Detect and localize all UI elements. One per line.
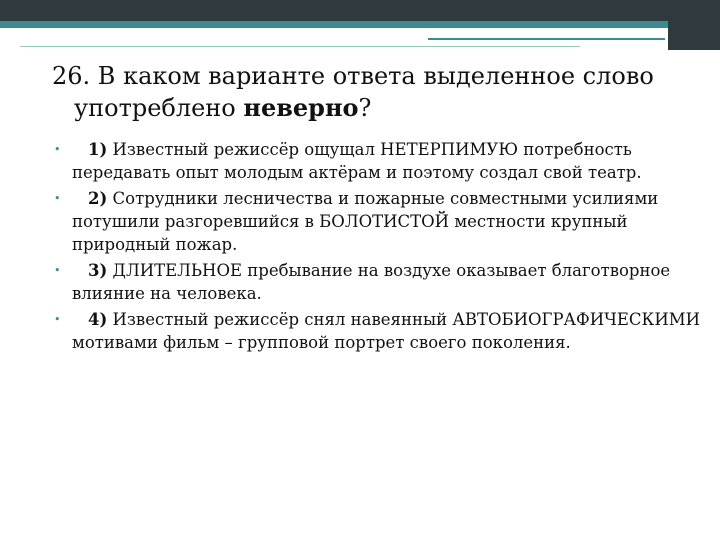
option-number: 1) — [88, 140, 108, 159]
question-line-2-prefix: употреблено — [74, 94, 244, 122]
option-text: ДЛИТЕЛЬНОЕ пребывание на воздухе оказывает благотворное влияние на человека. — [72, 261, 671, 303]
option-text: Сотрудники лесничества и пожарные совместными усилиями потушили разгоревшийся в БОЛОТИСТОЙ местности крупный природный пожар. — [72, 189, 659, 254]
question-emphasis: неверно — [243, 93, 359, 122]
bullet-icon: • — [54, 313, 61, 326]
answer-option-1 — [52, 138, 702, 184]
answer-option-4 — [52, 308, 702, 354]
accent-line-short — [428, 38, 665, 40]
header-corner-block — [668, 0, 720, 50]
bullet-icon: • — [54, 192, 61, 205]
question-line-2-suffix: ? — [358, 94, 372, 122]
option-number: 4) — [88, 310, 108, 329]
option-number: 3) — [88, 261, 108, 280]
question-line-1: 26. В каком варианте ответа выделенное слово — [52, 62, 654, 90]
bullet-icon: • — [54, 264, 61, 277]
option-text: Известный режиссёр ощущал НЕТЕРПИМУЮ потребность передавать опыт молодым актёрам и поэтому создал свой театр. — [72, 140, 642, 182]
question-title — [52, 60, 692, 124]
answer-option-2 — [52, 187, 702, 256]
bullet-icon: • — [54, 143, 61, 156]
answer-options — [52, 138, 702, 357]
answer-option-3 — [52, 259, 702, 305]
header-band-dark — [0, 0, 720, 21]
option-number: 2) — [88, 189, 108, 208]
option-text: Известный режиссёр снял навеянный АВТОБИОГРАФИЧЕСКИМИ мотивами фильм – групповой портрет своего поколения. — [72, 310, 700, 352]
question-line-2 — [52, 92, 692, 124]
header-band-teal — [0, 21, 720, 28]
accent-line-long — [20, 46, 580, 47]
